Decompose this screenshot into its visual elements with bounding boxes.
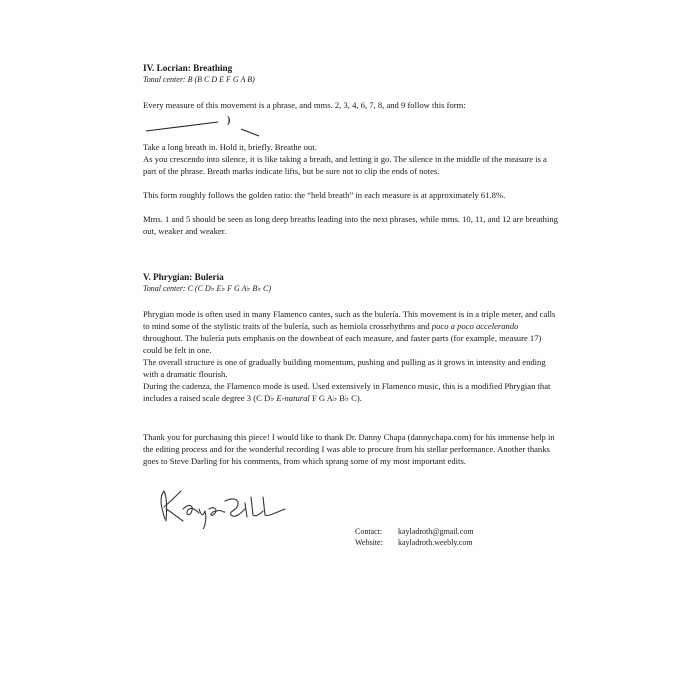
section-title-locrian: IV. Locrian: Breathing (143, 63, 233, 73)
phrygian-para-3-b: F G A♭ B♭ C). (309, 393, 362, 403)
tonal-center-phrygian: Tonal center: C (C D♭ E♭ F G A♭ B♭ C) (143, 284, 271, 293)
document-page (143, 62, 558, 549)
signature-stroke (161, 491, 285, 529)
website-row (355, 537, 474, 548)
contact-email[interactable]: kayladroth@gmail.com (398, 527, 474, 536)
phrygian-para-3 (143, 380, 558, 404)
locrian-intro: Every measure of this movement is a phrase, and mms. 2, 3, 4, 6, 7, 8, and 9 follow this form: (143, 100, 466, 110)
contact-label: Contact: (355, 527, 383, 536)
locrian-para-2: This form roughly follows the golden ratio: the “held breath” in each measure is at approximately 61.8%. (143, 190, 506, 200)
signature-block (143, 479, 558, 549)
breath-mark: ) (227, 115, 231, 126)
contact-row (355, 526, 474, 537)
website-label: Website: (355, 538, 383, 547)
locrian-para-1b: As you crescendo into silence, it is like taking a breath, and letting it go. The silence in the middle of the measure is a part of the phrase. Breath marks indicate lifts, but be sure not to clip the ends of notes. (143, 154, 547, 176)
phrygian-para-3-a: During the cadenza, the Flamenco mode is used. Used extensively in Flamenco music, this is a modified Phrygian that includes a raised scale degree 3 (C D♭ (143, 381, 551, 403)
thanks-paragraph: Thank you for purchasing this piece! I would like to thank Dr. Danny Chapa (dannychapa.com) for his immense help in the editing process and for the wonderful recording I was able to procure from his stellar performance. Another thanks goes to Steve Darling for his comments, from which sprang some of my most important edits. (143, 432, 555, 466)
phrygian-para-1-italic: poco a poco accelerando (431, 321, 519, 331)
website-url[interactable]: kayladroth.weebly.com (398, 538, 473, 547)
breath-form-figure (143, 111, 558, 141)
phrygian-para-3-italic: E-natural (276, 393, 310, 403)
tonal-center-locrian: Tonal center: B (B C D E F G A B) (143, 75, 255, 84)
contact-block (355, 526, 474, 548)
locrian-para-1a: Take a long breath in. Hold it, briefly. Breathe out. (143, 142, 317, 152)
phrygian-para-1-a: Phrygian mode is often used in many Flamenco cantes, such as the bulería. This movement is in a triple meter, and calls to mind some of the stylistic traits of the bulería, such as hemiola crossrhythms and (143, 309, 556, 331)
crescendo-line (146, 122, 218, 131)
phrygian-para-2: The overall structure is one of gradually building momentum, pushing and pulling as it grows in intensity and ending with a dramatic flourish. (143, 357, 546, 379)
breath-form-figure-graphic (143, 111, 283, 141)
locrian-para-3: Mms. 1 and 5 should be seen as long deep breaths leading into the next phrases, while mms. 10, 11, and 12 are breathing out, weaker and weaker. (143, 214, 558, 236)
section-title-phrygian: V. Phrygian: Bulería (143, 272, 224, 282)
phrygian-para-1-b: throughout. The bulería puts emphasis on the downbeat of each measure, and faster parts (for example, measure 17) could be felt in one. (143, 333, 542, 355)
phrygian-para-1 (143, 308, 558, 356)
signature-image (151, 479, 301, 529)
release-line (241, 129, 259, 136)
